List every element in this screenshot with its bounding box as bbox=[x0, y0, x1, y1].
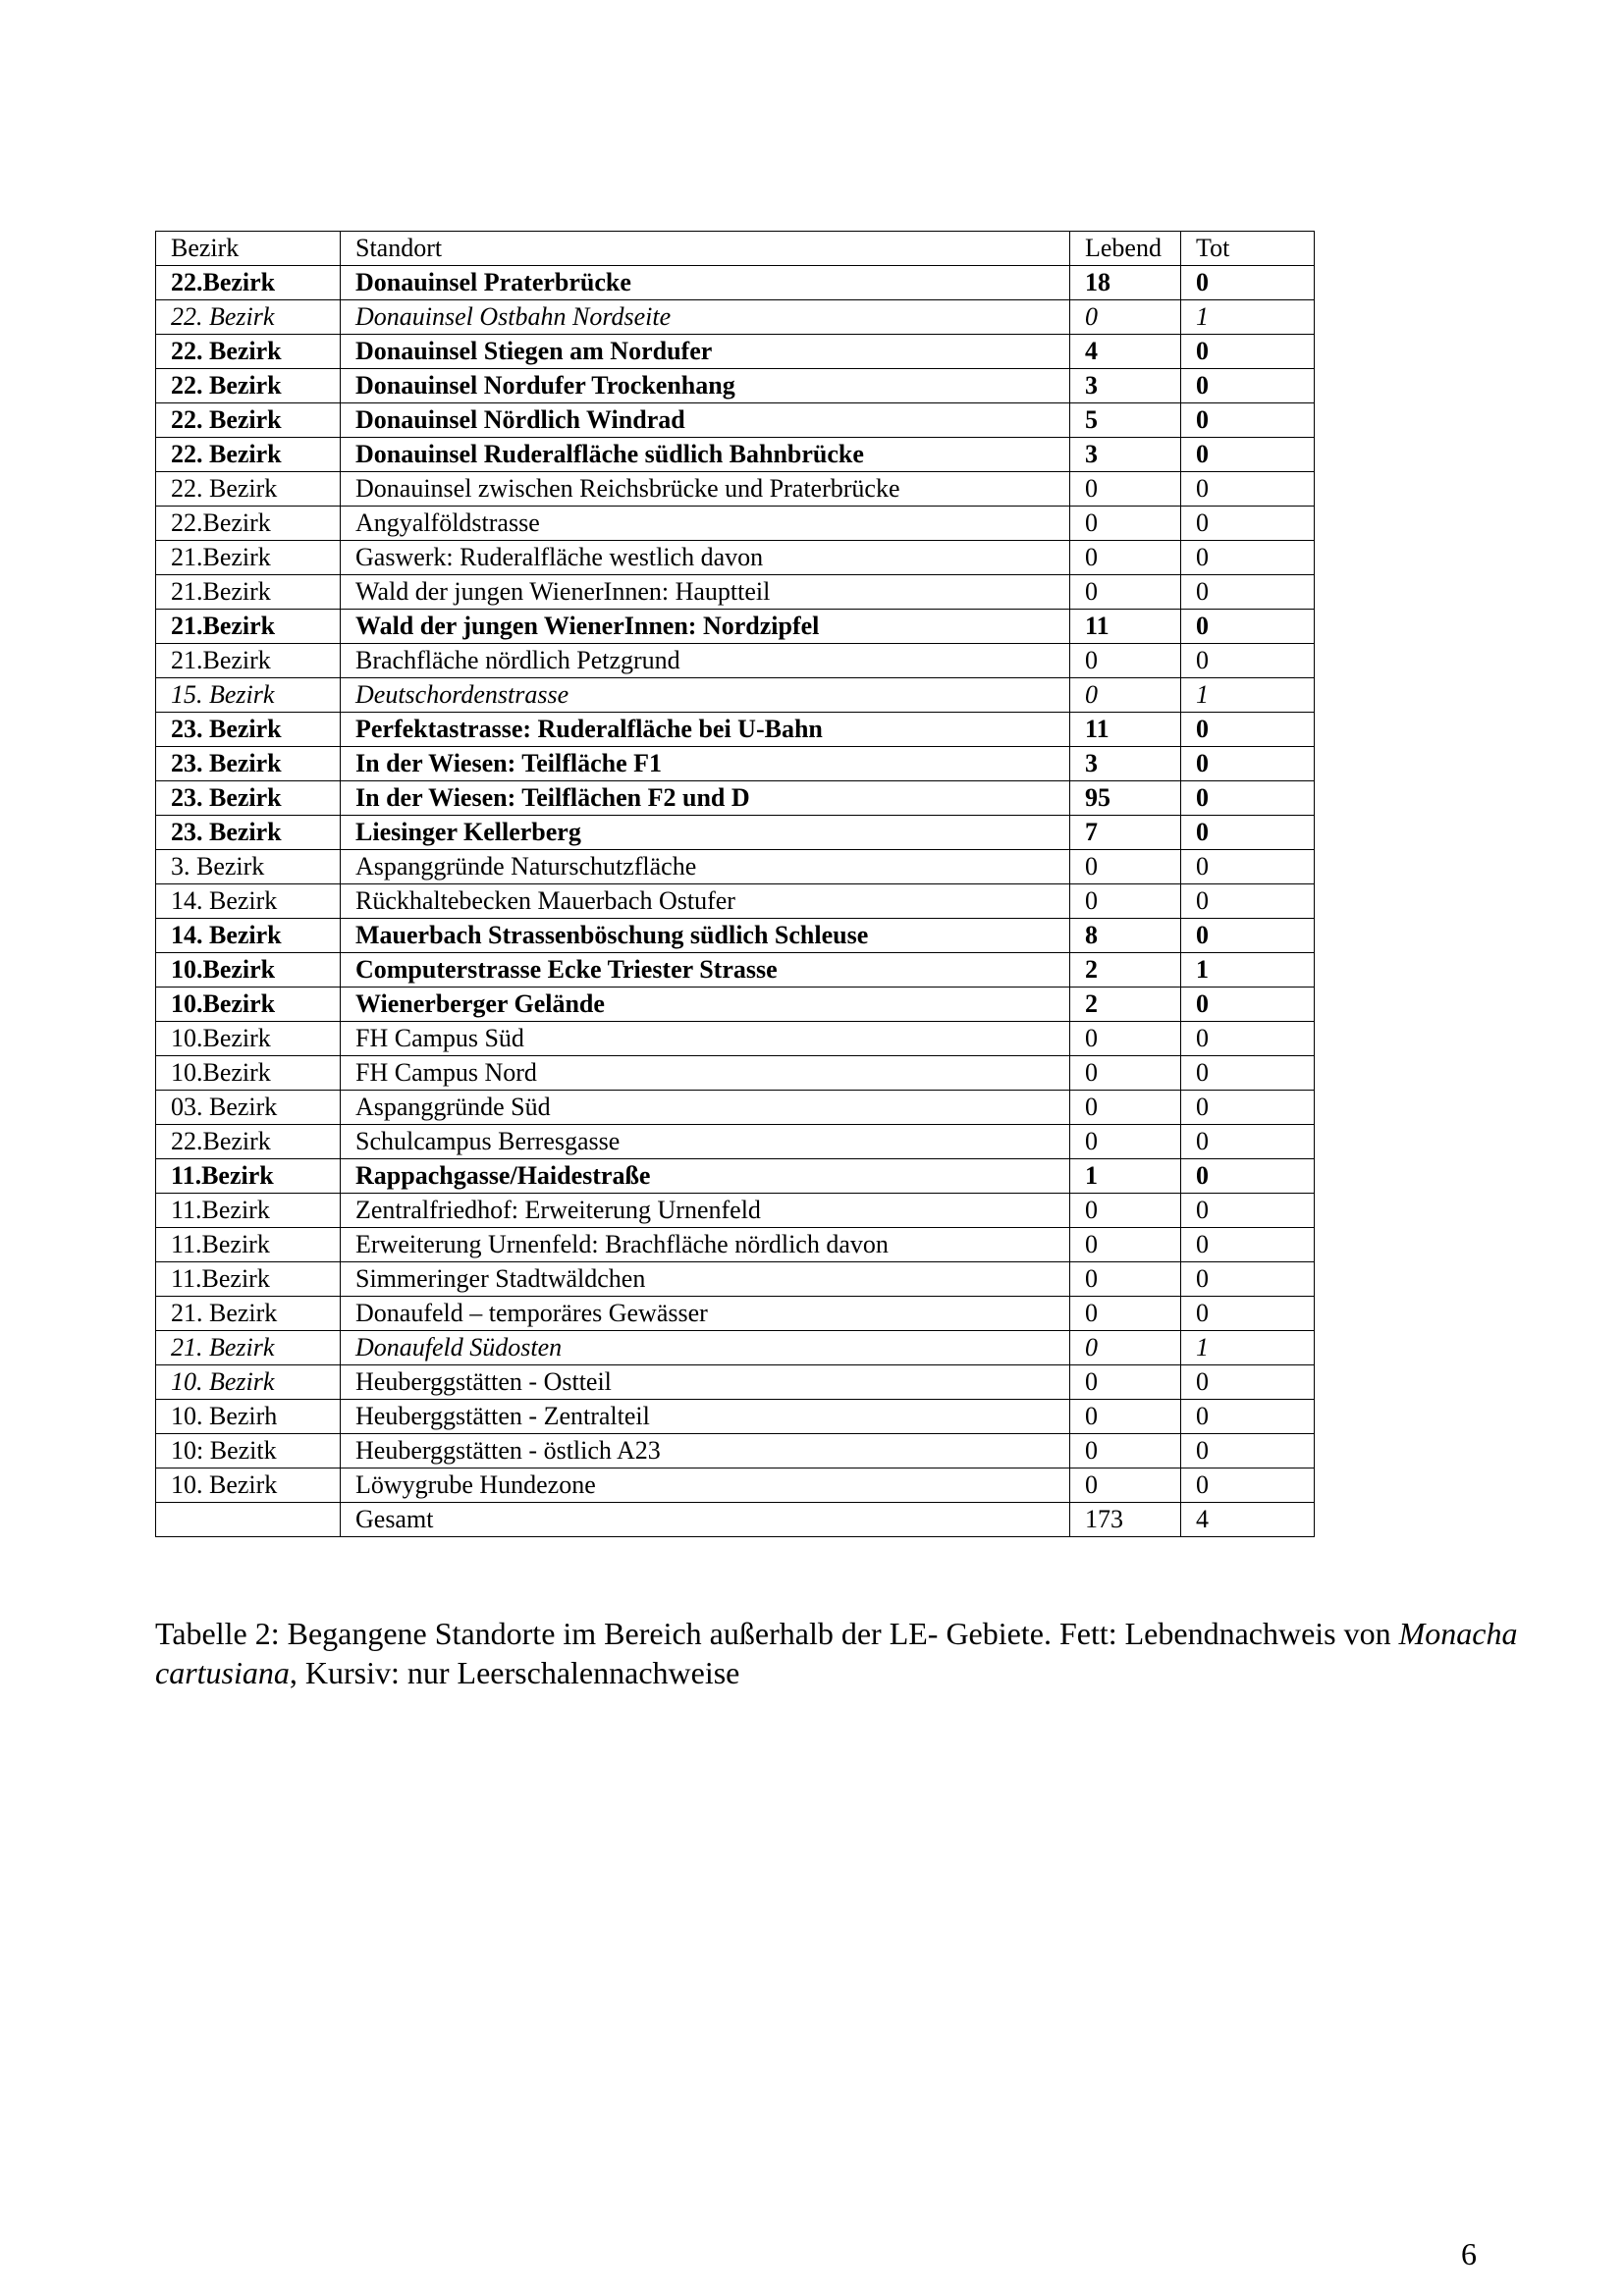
cell-bezirk: 22. Bezirk bbox=[156, 369, 341, 403]
cell-standort: Donaufeld – temporäres Gewässer bbox=[341, 1297, 1070, 1331]
cell-lebend: 2 bbox=[1070, 988, 1181, 1022]
cell-tot: 1 bbox=[1181, 300, 1315, 335]
cell-tot: 0 bbox=[1181, 1400, 1315, 1434]
cell-tot: 0 bbox=[1181, 1125, 1315, 1159]
cell-lebend: 0 bbox=[1070, 1056, 1181, 1091]
table-row bbox=[156, 1331, 1315, 1365]
cell-standort: Donauinsel Nördlich Windrad bbox=[341, 403, 1070, 438]
cell-tot: 0 bbox=[1181, 713, 1315, 747]
cell-standort: Rappachgasse/Haidestraße bbox=[341, 1159, 1070, 1194]
cell-bezirk: 10. Bezirk bbox=[156, 1468, 341, 1503]
cell-standort: Donauinsel Stiegen am Nordufer bbox=[341, 335, 1070, 369]
cell-standort: Deutschordenstrasse bbox=[341, 678, 1070, 713]
cell-tot: 0 bbox=[1181, 1194, 1315, 1228]
cell-standort: Heuberggstätten - Ostteil bbox=[341, 1365, 1070, 1400]
cell-bezirk: 23. Bezirk bbox=[156, 747, 341, 781]
cell-tot: 0 bbox=[1181, 816, 1315, 850]
cell-standort: Simmeringer Stadtwäldchen bbox=[341, 1262, 1070, 1297]
cell-lebend: 0 bbox=[1070, 1022, 1181, 1056]
table-total-row bbox=[156, 1503, 1315, 1537]
table-row bbox=[156, 438, 1315, 472]
cell-bezirk: 22. Bezirk bbox=[156, 403, 341, 438]
cell-tot: 0 bbox=[1181, 1159, 1315, 1194]
cell-bezirk: 22. Bezirk bbox=[156, 472, 341, 507]
cell-lebend: 0 bbox=[1070, 1091, 1181, 1125]
cell-lebend: 0 bbox=[1070, 1468, 1181, 1503]
cell-lebend: 0 bbox=[1070, 1125, 1181, 1159]
table-row bbox=[156, 369, 1315, 403]
cell-bezirk: 11.Bezirk bbox=[156, 1228, 341, 1262]
page-number: 6 bbox=[1461, 2236, 1477, 2271]
table-row bbox=[156, 644, 1315, 678]
cell-lebend: 0 bbox=[1070, 644, 1181, 678]
cell-bezirk: 22.Bezirk bbox=[156, 507, 341, 541]
total-bezirk bbox=[156, 1503, 341, 1537]
table-row bbox=[156, 850, 1315, 884]
cell-bezirk: 10.Bezirk bbox=[156, 988, 341, 1022]
cell-standort: Liesinger Kellerberg bbox=[341, 816, 1070, 850]
cell-standort: Donauinsel Ruderalfläche südlich Bahnbrücke bbox=[341, 438, 1070, 472]
cell-lebend: 0 bbox=[1070, 1400, 1181, 1434]
cell-standort: Rückhaltebecken Mauerbach Ostufer bbox=[341, 884, 1070, 919]
table-row bbox=[156, 1194, 1315, 1228]
cell-lebend: 7 bbox=[1070, 816, 1181, 850]
standorte-table bbox=[155, 231, 1315, 1537]
cell-bezirk: 21.Bezirk bbox=[156, 575, 341, 610]
cell-standort: Donauinsel zwischen Reichsbrücke und Praterbrücke bbox=[341, 472, 1070, 507]
cell-lebend: 18 bbox=[1070, 266, 1181, 300]
cell-lebend: 95 bbox=[1070, 781, 1181, 816]
cell-bezirk: 22. Bezirk bbox=[156, 438, 341, 472]
cell-tot: 0 bbox=[1181, 266, 1315, 300]
cell-lebend: 5 bbox=[1070, 403, 1181, 438]
table-row bbox=[156, 575, 1315, 610]
cell-lebend: 0 bbox=[1070, 507, 1181, 541]
cell-standort: Perfektastrasse: Ruderalfläche bei U-Bahn bbox=[341, 713, 1070, 747]
table-row bbox=[156, 1228, 1315, 1262]
cell-tot: 0 bbox=[1181, 781, 1315, 816]
cell-tot: 0 bbox=[1181, 884, 1315, 919]
table-row bbox=[156, 266, 1315, 300]
cell-bezirk: 22. Bezirk bbox=[156, 300, 341, 335]
cell-tot: 1 bbox=[1181, 678, 1315, 713]
cell-tot: 0 bbox=[1181, 335, 1315, 369]
cell-bezirk: 11.Bezirk bbox=[156, 1194, 341, 1228]
cell-tot: 0 bbox=[1181, 541, 1315, 575]
cell-lebend: 0 bbox=[1070, 1194, 1181, 1228]
cell-bezirk: 22.Bezirk bbox=[156, 1125, 341, 1159]
table-row bbox=[156, 507, 1315, 541]
table-row bbox=[156, 884, 1315, 919]
cell-tot: 0 bbox=[1181, 1297, 1315, 1331]
cell-standort: Computerstrasse Ecke Triester Strasse bbox=[341, 953, 1070, 988]
cell-lebend: 8 bbox=[1070, 919, 1181, 953]
table-row bbox=[156, 335, 1315, 369]
table-row bbox=[156, 1125, 1315, 1159]
cell-lebend: 0 bbox=[1070, 850, 1181, 884]
cell-lebend: 0 bbox=[1070, 1297, 1181, 1331]
table-row bbox=[156, 472, 1315, 507]
cell-lebend: 4 bbox=[1070, 335, 1181, 369]
cell-standort: Zentralfriedhof: Erweiterung Urnenfeld bbox=[341, 1194, 1070, 1228]
cell-tot: 0 bbox=[1181, 438, 1315, 472]
cell-tot: 0 bbox=[1181, 1056, 1315, 1091]
table-row bbox=[156, 713, 1315, 747]
cell-bezirk: 10.Bezirk bbox=[156, 1056, 341, 1091]
cell-lebend: 0 bbox=[1070, 1365, 1181, 1400]
table-row bbox=[156, 1365, 1315, 1400]
header-bezirk: Bezirk bbox=[156, 232, 341, 266]
cell-bezirk: 15. Bezirk bbox=[156, 678, 341, 713]
cell-tot: 0 bbox=[1181, 369, 1315, 403]
cell-standort: Donauinsel Praterbrücke bbox=[341, 266, 1070, 300]
cell-standort: Wienerberger Gelände bbox=[341, 988, 1070, 1022]
table-row bbox=[156, 1262, 1315, 1297]
cell-standort: In der Wiesen: Teilfläche F1 bbox=[341, 747, 1070, 781]
cell-lebend: 0 bbox=[1070, 884, 1181, 919]
cell-bezirk: 3. Bezirk bbox=[156, 850, 341, 884]
cell-lebend: 0 bbox=[1070, 300, 1181, 335]
cell-bezirk: 10. Bezirk bbox=[156, 1365, 341, 1400]
header-standort: Standort bbox=[341, 232, 1070, 266]
table-row bbox=[156, 1159, 1315, 1194]
cell-tot: 0 bbox=[1181, 507, 1315, 541]
caption-text-end: , Kursiv: nur Leerschalennachweise bbox=[289, 1655, 740, 1690]
total-lebend: 173 bbox=[1070, 1503, 1181, 1537]
cell-tot: 0 bbox=[1181, 1022, 1315, 1056]
cell-lebend: 3 bbox=[1070, 438, 1181, 472]
cell-bezirk: 10: Bezitk bbox=[156, 1434, 341, 1468]
caption-species-name: Monacha cartusiana bbox=[155, 1616, 1518, 1690]
cell-bezirk: 21. Bezirk bbox=[156, 1331, 341, 1365]
cell-standort: Donauinsel Ostbahn Nordseite bbox=[341, 300, 1070, 335]
cell-standort: In der Wiesen: Teilflächen F2 und D bbox=[341, 781, 1070, 816]
cell-lebend: 11 bbox=[1070, 713, 1181, 747]
cell-standort: Angyalföldstrasse bbox=[341, 507, 1070, 541]
cell-standort: Wald der jungen WienerInnen: Hauptteil bbox=[341, 575, 1070, 610]
cell-bezirk: 03. Bezirk bbox=[156, 1091, 341, 1125]
table-row bbox=[156, 919, 1315, 953]
cell-tot: 0 bbox=[1181, 1468, 1315, 1503]
cell-lebend: 11 bbox=[1070, 610, 1181, 644]
cell-tot: 0 bbox=[1181, 472, 1315, 507]
cell-bezirk: 23. Bezirk bbox=[156, 816, 341, 850]
cell-tot: 0 bbox=[1181, 919, 1315, 953]
cell-bezirk: 23. Bezirk bbox=[156, 713, 341, 747]
header-lebend: Lebend bbox=[1070, 232, 1181, 266]
cell-lebend: 0 bbox=[1070, 541, 1181, 575]
cell-standort: Erweiterung Urnenfeld: Brachfläche nördlich davon bbox=[341, 1228, 1070, 1262]
table-row bbox=[156, 1056, 1315, 1091]
cell-standort: Mauerbach Strassenböschung südlich Schleuse bbox=[341, 919, 1070, 953]
cell-standort: Löwygrube Hundezone bbox=[341, 1468, 1070, 1503]
table-row bbox=[156, 1297, 1315, 1331]
cell-bezirk: 23. Bezirk bbox=[156, 781, 341, 816]
table-row bbox=[156, 678, 1315, 713]
cell-tot: 0 bbox=[1181, 850, 1315, 884]
table-row bbox=[156, 1468, 1315, 1503]
table-row bbox=[156, 1091, 1315, 1125]
cell-tot: 0 bbox=[1181, 1434, 1315, 1468]
table-row bbox=[156, 747, 1315, 781]
cell-bezirk: 14. Bezirk bbox=[156, 884, 341, 919]
cell-standort: Heuberggstätten - Zentralteil bbox=[341, 1400, 1070, 1434]
cell-bezirk: 11.Bezirk bbox=[156, 1262, 341, 1297]
cell-standort: Gaswerk: Ruderalfläche westlich davon bbox=[341, 541, 1070, 575]
header-tot: Tot bbox=[1181, 232, 1315, 266]
cell-standort: Schulcampus Berresgasse bbox=[341, 1125, 1070, 1159]
cell-tot: 0 bbox=[1181, 644, 1315, 678]
cell-lebend: 0 bbox=[1070, 1434, 1181, 1468]
cell-standort: Heuberggstätten - östlich A23 bbox=[341, 1434, 1070, 1468]
cell-tot: 0 bbox=[1181, 610, 1315, 644]
cell-standort: Donauinsel Nordufer Trockenhang bbox=[341, 369, 1070, 403]
cell-bezirk: 22. Bezirk bbox=[156, 335, 341, 369]
cell-lebend: 0 bbox=[1070, 575, 1181, 610]
cell-lebend: 1 bbox=[1070, 1159, 1181, 1194]
cell-standort: Donaufeld Südosten bbox=[341, 1331, 1070, 1365]
cell-standort: Aspanggründe Süd bbox=[341, 1091, 1070, 1125]
table-row bbox=[156, 781, 1315, 816]
cell-bezirk: 10.Bezirk bbox=[156, 953, 341, 988]
cell-standort: FH Campus Nord bbox=[341, 1056, 1070, 1091]
table-row bbox=[156, 1400, 1315, 1434]
cell-lebend: 0 bbox=[1070, 472, 1181, 507]
total-tot: 4 bbox=[1181, 1503, 1315, 1537]
table-row bbox=[156, 403, 1315, 438]
cell-lebend: 2 bbox=[1070, 953, 1181, 988]
cell-bezirk: 21.Bezirk bbox=[156, 541, 341, 575]
table-row bbox=[156, 988, 1315, 1022]
cell-bezirk: 10. Bezirh bbox=[156, 1400, 341, 1434]
total-standort: Gesamt bbox=[341, 1503, 1070, 1537]
table-row bbox=[156, 1022, 1315, 1056]
cell-standort: Aspanggründe Naturschutzfläche bbox=[341, 850, 1070, 884]
cell-bezirk: 21.Bezirk bbox=[156, 644, 341, 678]
table-row bbox=[156, 816, 1315, 850]
cell-lebend: 0 bbox=[1070, 1228, 1181, 1262]
cell-tot: 0 bbox=[1181, 1091, 1315, 1125]
cell-bezirk: 11.Bezirk bbox=[156, 1159, 341, 1194]
cell-bezirk: 22.Bezirk bbox=[156, 266, 341, 300]
cell-tot: 1 bbox=[1181, 1331, 1315, 1365]
caption-text-start: Tabelle 2: Begangene Standorte im Bereich außerhalb der LE- Gebiete. Fett: Lebendnachweis von bbox=[155, 1616, 1399, 1651]
cell-bezirk: 10.Bezirk bbox=[156, 1022, 341, 1056]
cell-standort: Wald der jungen WienerInnen: Nordzipfel bbox=[341, 610, 1070, 644]
table-header-row bbox=[156, 232, 1315, 266]
cell-bezirk: 21.Bezirk bbox=[156, 610, 341, 644]
cell-lebend: 3 bbox=[1070, 747, 1181, 781]
cell-lebend: 3 bbox=[1070, 369, 1181, 403]
cell-standort: Brachfläche nördlich Petzgrund bbox=[341, 644, 1070, 678]
table-row bbox=[156, 1434, 1315, 1468]
cell-lebend: 0 bbox=[1070, 1331, 1181, 1365]
cell-lebend: 0 bbox=[1070, 678, 1181, 713]
cell-standort: FH Campus Süd bbox=[341, 1022, 1070, 1056]
cell-tot: 0 bbox=[1181, 403, 1315, 438]
cell-lebend: 0 bbox=[1070, 1262, 1181, 1297]
table-row bbox=[156, 300, 1315, 335]
cell-tot: 0 bbox=[1181, 988, 1315, 1022]
cell-tot: 0 bbox=[1181, 1228, 1315, 1262]
cell-bezirk: 21. Bezirk bbox=[156, 1297, 341, 1331]
cell-tot: 0 bbox=[1181, 575, 1315, 610]
cell-tot: 0 bbox=[1181, 1262, 1315, 1297]
cell-tot: 1 bbox=[1181, 953, 1315, 988]
cell-bezirk: 14. Bezirk bbox=[156, 919, 341, 953]
cell-tot: 0 bbox=[1181, 1365, 1315, 1400]
table-row bbox=[156, 610, 1315, 644]
table-caption bbox=[155, 1614, 1530, 1692]
table-row bbox=[156, 953, 1315, 988]
cell-tot: 0 bbox=[1181, 747, 1315, 781]
table-row bbox=[156, 541, 1315, 575]
